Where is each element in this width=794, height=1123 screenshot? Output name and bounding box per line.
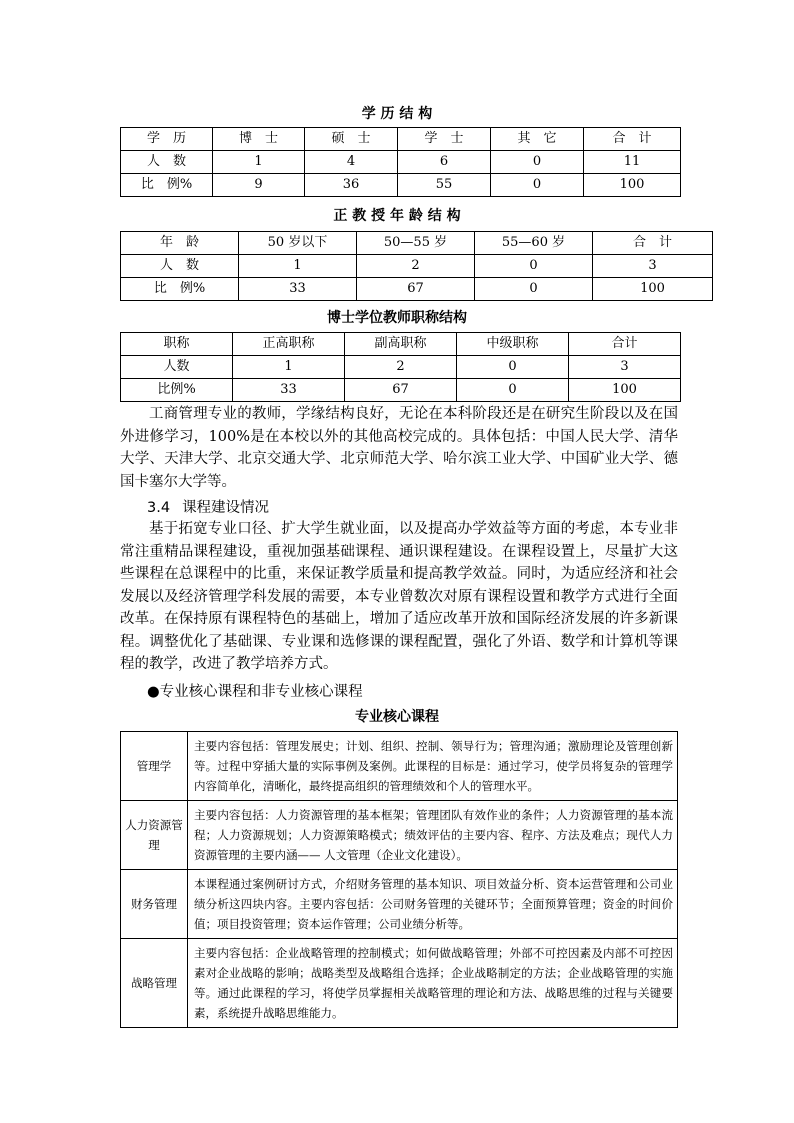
course-name: 财务管理 <box>121 870 188 939</box>
table-row <box>121 278 713 301</box>
header-cell: 合计 <box>569 333 681 356</box>
course-description: 主要内容包括：人力资源管理的基本框架；管理团队有效作业的条件；人力资源管理的基本流程；人力资源规划；人力资源策略模式；绩效评估的主要内容、程序、方法及难点；现代人力资源管理的主要内涵—— 人文管理（企业文化建设）。 <box>188 801 678 870</box>
value-cell: 0 <box>491 174 584 197</box>
course-name: 人力资源管理 <box>121 801 188 870</box>
header-cell: 其 它 <box>491 128 584 151</box>
value-cell: 4 <box>305 151 398 174</box>
value-cell: 3 <box>593 255 713 278</box>
row-label-cell: 人数 <box>121 356 233 379</box>
value-cell: 0 <box>457 379 569 402</box>
value-cell: 100 <box>593 278 713 301</box>
header-cell: 合 计 <box>584 128 681 151</box>
table2-caption: 正 教 授 年 龄 结 构 <box>333 208 461 224</box>
bullet-core-courses: ●专业核心课程和非专业核心课程 <box>147 684 363 700</box>
course-row <box>121 870 678 939</box>
value-cell: 6 <box>398 151 491 174</box>
course-description: 主要内容包括：管理发展史；计划、组织、控制、领导行为；管理沟通；激励理论及管理创新等。过程中穿插大量的实际事例及案例。此课程的目标是：通过学习，使学员将复杂的管理学内容简单化，清晰化，最终提高组织的管理绩效和个人的管理水平。 <box>188 732 678 801</box>
value-cell: 67 <box>357 278 475 301</box>
value-cell: 1 <box>239 255 357 278</box>
header-cell: 正高职称 <box>233 333 345 356</box>
value-cell: 9 <box>213 174 305 197</box>
value-cell: 33 <box>239 278 357 301</box>
header-cell: 学 历 <box>121 128 213 151</box>
value-cell: 1 <box>213 151 305 174</box>
phd-title-table <box>120 332 681 402</box>
course-row <box>121 801 678 870</box>
table-row <box>121 151 681 174</box>
row-label-cell: 比 例% <box>121 278 239 301</box>
header-cell: 学 士 <box>398 128 491 151</box>
row-label-cell: 人 数 <box>121 255 239 278</box>
table3-caption: 博士学位教师职称结构 <box>327 310 467 326</box>
value-cell: 1 <box>233 356 345 379</box>
value-cell: 0 <box>475 255 593 278</box>
value-cell: 100 <box>569 379 681 402</box>
table-row <box>121 356 681 379</box>
value-cell: 0 <box>475 278 593 301</box>
row-label-cell: 人 数 <box>121 151 213 174</box>
table-row <box>121 128 681 151</box>
table-row <box>121 379 681 402</box>
header-cell: 合 计 <box>593 232 713 255</box>
core-courses-table <box>120 731 678 1028</box>
value-cell: 36 <box>305 174 398 197</box>
value-cell: 55 <box>398 174 491 197</box>
value-cell: 0 <box>457 356 569 379</box>
value-cell: 11 <box>584 151 681 174</box>
professor-age-table <box>120 231 713 301</box>
value-cell: 100 <box>584 174 681 197</box>
table-row <box>121 232 713 255</box>
header-cell: 50—55 岁 <box>357 232 475 255</box>
table-row <box>121 333 681 356</box>
table1-caption: 学 历 结 构 <box>361 106 433 122</box>
value-cell: 2 <box>345 356 457 379</box>
paragraph-faculty: 工商管理专业的教师，学缘结构良好，无论在本科阶段还是在研究生阶段以及在国外进修学习，100%是在本校以外的其他高校完成的。具体包括：中国人民大学、清华大学、天津大学、北京交通大学、北京师范大学、哈尔滨工业大学、中国矿业大学、德国卡塞尔大学等。 <box>120 406 678 490</box>
header-cell: 博 士 <box>213 128 305 151</box>
section-title: 课程建设情况 <box>182 500 270 516</box>
core-courses-caption: 专业核心课程 <box>355 709 439 725</box>
table-row <box>121 255 713 278</box>
paragraph-courses: 基于拓宽专业口径、扩大学生就业面，以及提高办学效益等方面的考虑，本专业非常注重精品课程建设，重视加强基础课程、通识课程建设。在课程设置上，尽量扩大这些课程在总课程中的比重，来保证教学质量和提高教学效益。同时，为适应经济和社会发展以及经济管理学科发展的需要，本专业曾数次对原有课程设置和教学方式进行全面改革。在保持原有课程特色的基础上，增加了适应改革开放和国际经济发展的许多新课程。调整优化了基础课、专业课和选修课的课程配置，强化了外语、数学和计算机等课程的教学，改进了教学培养方式。 <box>120 521 678 672</box>
table-row <box>121 174 681 197</box>
header-cell: 职称 <box>121 333 233 356</box>
header-cell: 50 岁以下 <box>239 232 357 255</box>
value-cell: 67 <box>345 379 457 402</box>
course-description: 主要内容包括：企业战略管理的控制模式；如何做战略管理；外部不可控因素及内部不可控因素对企业战略的影响；战略类型及战略组合选择；企业战略制定的方法；企业战略管理的实施等。通过此课程的学习，将使学员掌握相关战略管理的理论和方法、战略思维的过程与关键要素，系统提升战略思维能力。 <box>188 939 678 1028</box>
course-name: 管理学 <box>121 732 188 801</box>
education-structure-table <box>120 127 681 197</box>
value-cell: 2 <box>357 255 475 278</box>
row-label-cell: 比 例% <box>121 174 213 197</box>
header-cell: 硕 士 <box>305 128 398 151</box>
course-row <box>121 939 678 1028</box>
course-row <box>121 732 678 801</box>
course-description: 本课程通过案例研讨方式，介绍财务管理的基本知识、项目效益分析、资本运营管理和公司业绩分析这四块内容。主要内容包括：公司财务管理的关键环节；全面预算管理；资金的时间价值；项目投资管理；资本运作管理；公司业绩分析等。 <box>188 870 678 939</box>
section-number: 3.4 <box>147 500 171 516</box>
section-heading <box>147 496 269 517</box>
header-cell: 副高职称 <box>345 333 457 356</box>
value-cell: 33 <box>233 379 345 402</box>
value-cell: 0 <box>491 151 584 174</box>
course-name: 战略管理 <box>121 939 188 1028</box>
header-cell: 中级职称 <box>457 333 569 356</box>
row-label-cell: 比例% <box>121 379 233 402</box>
header-cell: 55—60 岁 <box>475 232 593 255</box>
value-cell: 3 <box>569 356 681 379</box>
header-cell: 年 龄 <box>121 232 239 255</box>
